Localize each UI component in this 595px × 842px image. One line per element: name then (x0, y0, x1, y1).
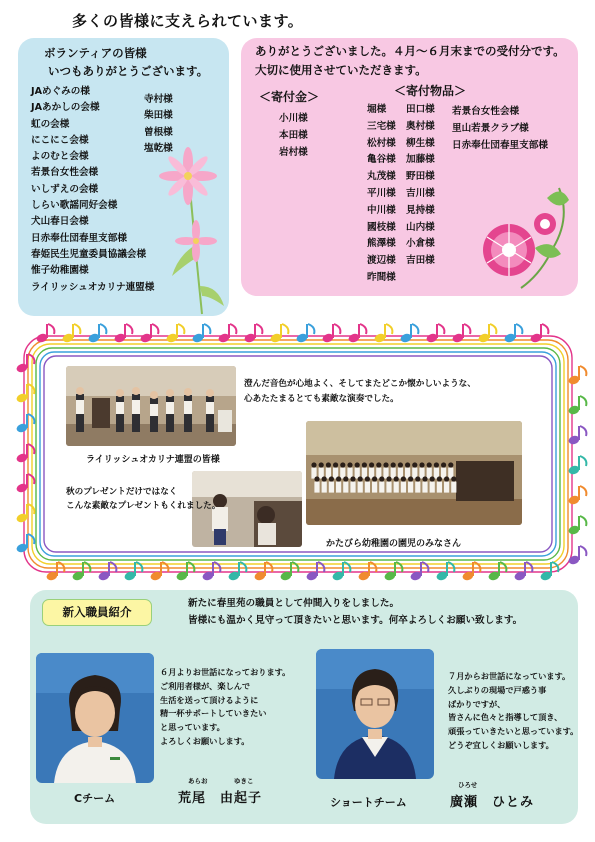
goods-donation-heading: ＜寄付物品＞ (394, 84, 467, 98)
child-figure (412, 462, 417, 478)
goods-donor-name: 奥村様 (406, 120, 435, 132)
goods-donor-name: 渡辺様 (367, 255, 396, 267)
volunteer-name: 若景台女性会様 (31, 167, 99, 179)
child-figure (376, 462, 381, 478)
music-comment-line-1: 澄んだ音色が心地よく、そしてまたどこか懐かしいような、 (244, 379, 476, 389)
goods-donor-name: 若景台女性会様 (452, 106, 520, 117)
child-figure (333, 462, 338, 478)
child-figure (340, 462, 345, 478)
child-figure (362, 462, 367, 478)
goods-donor-name: 昨間様 (367, 271, 396, 283)
child-figure (365, 476, 370, 492)
child-figure (441, 462, 446, 478)
new-staff-badge: 新入職員紹介 (42, 599, 152, 626)
staff-portrait-hirose (316, 649, 434, 779)
volunteer-name: 日赤奉仕団春里支部様 (31, 232, 127, 244)
volunteer-name: よのむと会様 (31, 151, 89, 163)
child-figure (311, 462, 316, 478)
goods-donor-list-1 (367, 102, 396, 287)
child-figure (448, 462, 453, 478)
volunteer-name: JAめぐみの様 (31, 86, 90, 97)
money-donation-heading: ＜寄付金＞ (259, 90, 320, 104)
staff-intro-line-1: 新たに春里苑の職員として仲間入りをしました。 (188, 598, 400, 609)
goods-donor-name: 日赤奉仕団春里支部様 (452, 139, 548, 151)
volunteer-name: にこにこ会様 (31, 134, 89, 146)
child-figure (350, 476, 355, 492)
volunteer-name: 虹の会様 (31, 118, 70, 130)
volunteer-name: 寺村様 (144, 94, 173, 105)
staff-message-line: ６月よりお世話になっております。 (160, 667, 291, 677)
child-figure (383, 462, 388, 478)
gift-comment-line-2: こんな素敵なプレゼントもくれました。 (66, 501, 221, 511)
child-figure (319, 462, 324, 478)
child-figure (415, 476, 420, 492)
staff-name-hirose: 廣瀬 ひとみ (450, 795, 535, 810)
child-figure (379, 476, 384, 492)
music-note-icon (567, 456, 586, 476)
money-donor-list (279, 111, 308, 161)
volunteer-name: 犬山春日会様 (31, 216, 89, 228)
volunteer-name: 春姫民生児童委員協議会様 (31, 248, 147, 260)
goods-donor-name: 柳生様 (406, 137, 435, 149)
staff-ruby-arao-surname: あらお (188, 777, 208, 785)
goods-donor-name: 亀谷様 (367, 154, 396, 166)
child-figure (451, 476, 456, 492)
child-figure (394, 476, 399, 492)
music-note-icon (567, 396, 586, 416)
music-event-section (8, 318, 588, 588)
staff-message-line: どうぞ宜しくお願いします。 (448, 739, 554, 750)
ocarina-photo-caption: ライリッシュオカリナ連盟の皆様 (86, 455, 220, 465)
goods-donor-list-2 (406, 102, 435, 270)
gift-comment-line-1: 秋のプレゼントだけではなく (66, 487, 178, 497)
goods-donor-name: 丸茂様 (367, 171, 396, 183)
staff-team-arao: Cチーム (74, 792, 116, 805)
child-figure (437, 476, 442, 492)
goods-donor-name: 山内様 (406, 221, 435, 233)
goods-donor-name: 里山若景クラブ様 (452, 122, 529, 134)
child-figure (347, 462, 352, 478)
goods-donor-name: 松村様 (367, 137, 396, 149)
child-figure (422, 476, 427, 492)
morning-glory-icon (461, 178, 576, 294)
child-figure (398, 462, 403, 478)
kindergarten-photo-caption: かたびら幼稚園の園児のみなさん (326, 539, 462, 549)
child-figure (355, 462, 360, 478)
child-figure (372, 476, 377, 492)
volunteer-name: ライリッシュオカリナ連盟様 (31, 281, 155, 293)
volunteer-name: 曽根様 (144, 126, 173, 138)
staff-intro-line-2: 皆様にも温かく見守って頂きたいと思います。何卒よろしくお願い致します。 (188, 615, 523, 626)
goods-donor-name: 中川様 (367, 204, 396, 216)
child-figure (336, 476, 341, 492)
music-note-icon (567, 426, 586, 446)
staff-portrait-arao (36, 653, 154, 783)
child-figure (329, 476, 334, 492)
staff-message-line: 精一杯サポートしていきたい (160, 708, 267, 719)
child-figure (322, 476, 327, 492)
staff-message-line: 頑張っていきたいと思っています。 (448, 726, 579, 737)
money-donor-name: 本田様 (279, 129, 308, 141)
volunteer-name: いしずえの会様 (31, 183, 99, 195)
lily-flower-icon (158, 146, 228, 318)
staff-team-hirose: ショートチーム (330, 796, 407, 809)
child-figure (401, 476, 406, 492)
goods-donor-name: 熊澤様 (367, 238, 396, 250)
child-figure (343, 476, 348, 492)
child-figure (405, 462, 410, 478)
child-figure (444, 476, 449, 492)
staff-message-line: 皆さんに色々と指導して頂き、 (448, 712, 563, 723)
goods-donor-list-3 (452, 104, 548, 154)
music-note-icon (567, 486, 586, 506)
child-figure (314, 476, 319, 492)
volunteer-name: 惟子幼稚園様 (31, 265, 89, 277)
goods-donor-name: 三宅様 (367, 120, 396, 132)
child-figure (427, 462, 432, 478)
music-note-icon (567, 366, 586, 386)
volunteer-name: 柴田様 (144, 110, 173, 122)
donation-panel (241, 38, 578, 296)
goods-donor-name: 吉田様 (406, 255, 435, 267)
child-figure (326, 462, 331, 478)
kindergarten-choir-photo (306, 421, 522, 525)
staff-ruby-hirose-surname: ひろせ (458, 781, 478, 789)
goods-donor-name: 吉川様 (406, 187, 435, 199)
goods-donor-name: 平川様 (367, 187, 396, 199)
goods-donor-name: 田口様 (406, 104, 435, 115)
staff-message-line: と思っています。 (160, 722, 225, 733)
staff-message-line: ７月からお世話になっています。 (448, 671, 571, 681)
volunteer-name: しらい歌謡同好会様 (31, 200, 118, 212)
donation-heading: ありがとうございました。４月～６月末までの受付分です。 (255, 44, 565, 58)
child-figure (386, 476, 391, 492)
volunteer-name: 塩乾様 (144, 142, 173, 154)
goods-donor-name: 見持様 (406, 204, 435, 216)
staff-message-line: ご利用者様が、楽しんで (160, 680, 251, 691)
child-figure (419, 462, 424, 478)
ocarina-performance-photo (66, 366, 236, 446)
volunteer-panel (18, 38, 229, 316)
volunteer-subheading: いつもありがとうございます。 (48, 64, 209, 78)
goods-donor-name: 堀様 (367, 104, 387, 115)
money-donor-name: 岩村様 (279, 146, 308, 158)
money-donor-name: 小川様 (279, 113, 308, 124)
staff-message-arao (160, 666, 290, 749)
child-figure (434, 462, 439, 478)
goods-donor-name: 國枝様 (367, 221, 396, 233)
child-figure (369, 462, 374, 478)
child-figure (391, 462, 396, 478)
donation-subheading: 大切に使用させていただきます。 (255, 63, 427, 77)
new-staff-panel (30, 590, 578, 824)
staff-message-line: 生活を送って頂けるように (160, 694, 259, 705)
staff-name-arao: 荒尾 由起子 (178, 791, 263, 806)
goods-donor-name: 野田様 (406, 171, 435, 183)
volunteer-list-left (31, 84, 154, 296)
staff-message-line: よろしくお願いします。 (160, 735, 250, 746)
music-comment-line-2: 心あたたまるとても素敵な演奏でした。 (244, 394, 399, 404)
child-figure (430, 476, 435, 492)
child-figure (358, 476, 363, 492)
child-figure (408, 476, 413, 492)
music-note-icon (567, 546, 586, 566)
music-note-icon (567, 516, 586, 536)
staff-ruby-arao-given: ゆきこ (234, 777, 254, 785)
volunteer-heading: ボランティアの皆様 (44, 46, 147, 60)
goods-donor-name: 小倉様 (406, 238, 435, 250)
volunteer-name: JAあかしの会様 (31, 102, 100, 114)
staff-message-line: ばかりですが、 (448, 698, 506, 709)
staff-message-hirose (448, 670, 578, 753)
staff-message-line: 久しぶりの現場で戸惑う事 (448, 684, 547, 695)
goods-donor-name: 加藤様 (406, 154, 435, 166)
page-title: 多くの皆様に支えられています。 (72, 12, 304, 30)
